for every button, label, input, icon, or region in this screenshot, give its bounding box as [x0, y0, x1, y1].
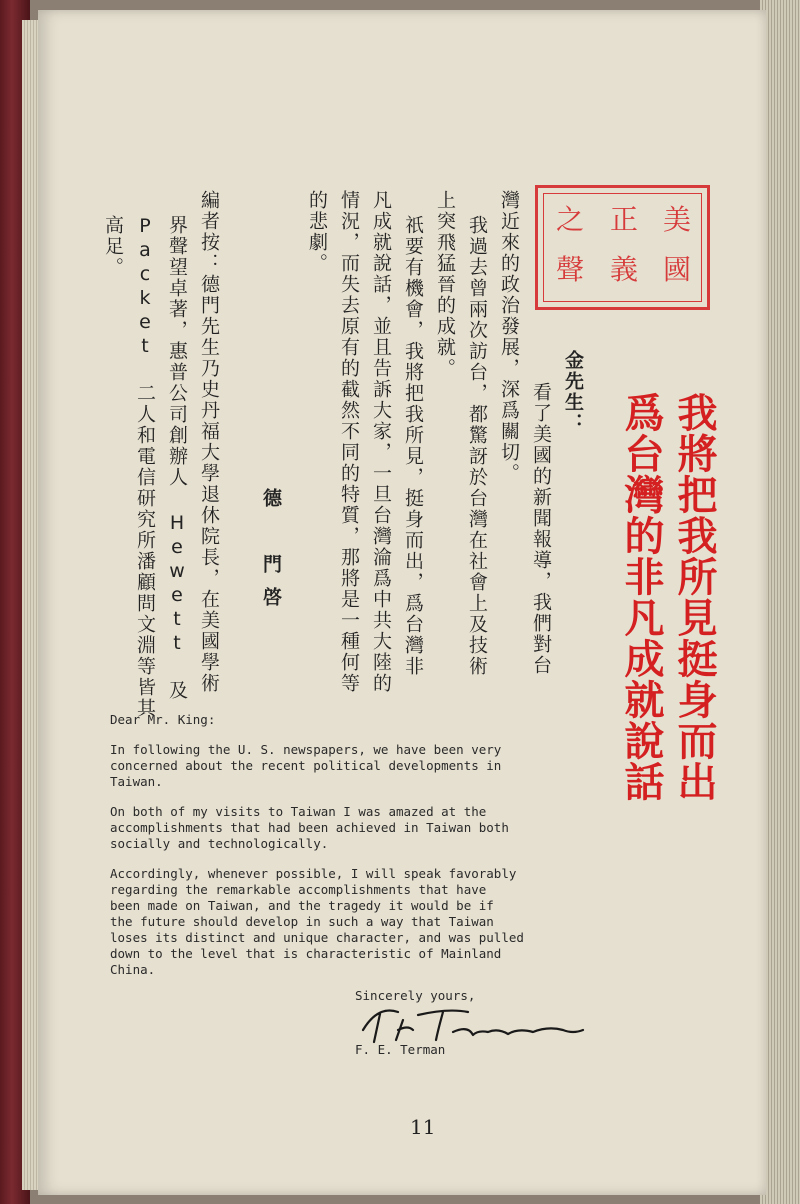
editor-note-line: 界聲望卓著，惠普公司創辦人 Hewett 及: [166, 215, 188, 701]
english-paragraph: On both of my visits to Taiwan I was amazed at the accomplishments that had been achieved in Taiwan both socially and technologically.: [110, 804, 509, 851]
signer-name: F. E. Terman: [355, 1042, 446, 1057]
page-number: 11: [410, 1115, 436, 1139]
letter-signature: 德 門啓: [260, 488, 282, 620]
letter-line: 的悲劇。: [306, 190, 328, 274]
book-page: [38, 10, 766, 1195]
editor-note-line: 編者按：德門先生乃史丹福大學退休院長，在美國學術: [198, 190, 220, 694]
seal-char: 聲: [556, 253, 585, 286]
seal-char: 美: [663, 203, 692, 236]
seal-char: 正: [610, 203, 639, 236]
voice-of-justice-seal: [535, 185, 710, 310]
letter-line: 祇要有機會，我將把我所見，挺身而出，爲台灣非: [402, 215, 424, 677]
letter-line: 上突飛猛晉的成就。: [434, 190, 456, 379]
letter-closing: Sincerely yours,: [355, 988, 476, 1003]
seal-char: 義: [610, 253, 639, 286]
english-salutation: Dear Mr. King:: [110, 712, 216, 727]
english-letter: [110, 712, 610, 992]
editor-note-line: 高足。: [102, 215, 124, 278]
title-line-1: 我將把我所見挺身而出: [671, 392, 717, 802]
english-paragraph: In following the U. S. newspapers, we have been very concerned about the recent political developments in Taiwan.: [110, 742, 502, 789]
seal-char: 國: [663, 253, 692, 286]
letter-line: 我過去曾兩次訪台，都驚訝於台灣在社會上及技術: [466, 215, 488, 677]
letter-salutation: 金先生：: [562, 350, 584, 434]
letter-line: 凡成就說話，並且告訴大家，一旦台灣淪爲中共大陸的: [370, 190, 392, 694]
letter-line: 灣近來的政治發展，深爲關切。: [498, 190, 520, 484]
seal-char: 之: [556, 203, 585, 236]
page-edges-right: [760, 0, 800, 1204]
title-line-2: 爲台灣的非凡成就說話: [618, 392, 664, 802]
editor-note-line: Packet 二人和電信研究所潘顧問文淵等皆其: [134, 215, 156, 719]
english-paragraph: Accordingly, whenever possible, I will speak favorably regarding the remarkable accomplishments that have been made on Taiwan, and the tragedy it would be if the future should develop in such a way that Taiwan loses its distinct and unique character, and was pulled down to the level that is characteristic of Mainland China.: [110, 866, 524, 977]
letter-line: 情況，而失去原有的截然不同的特質，那將是一種何等: [338, 190, 360, 694]
letter-line: 看了美國的新聞報導，我們對台: [530, 382, 552, 676]
